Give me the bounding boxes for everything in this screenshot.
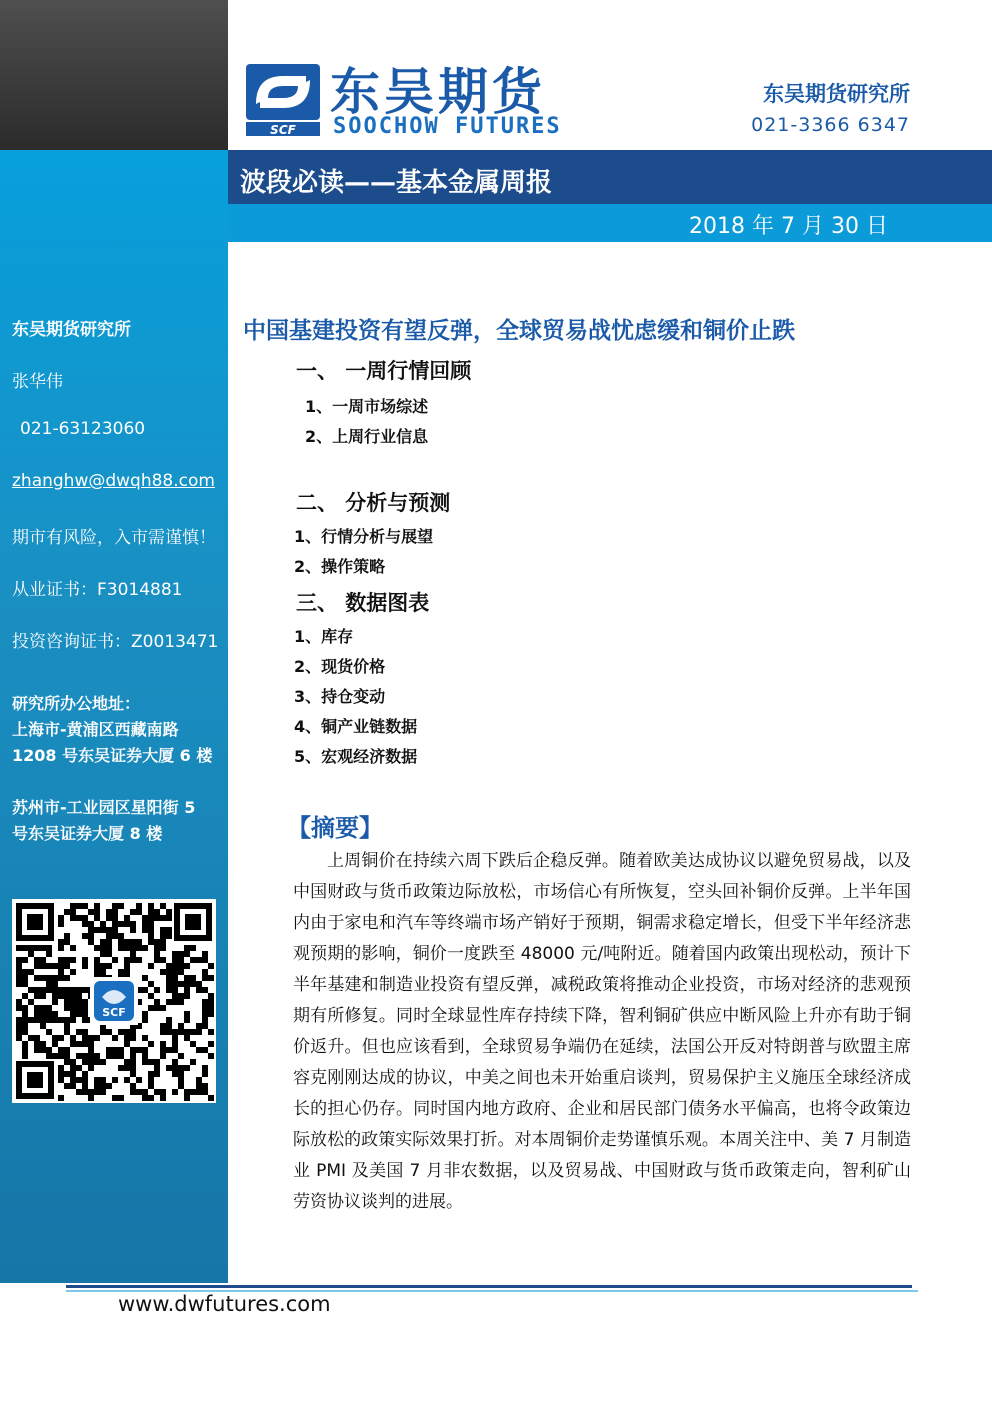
logo-badge-text: SCF (270, 123, 296, 136)
toc-item: 5、宏观经济数据 (294, 747, 418, 766)
report-date: 2018 年 7 月 30 日 (689, 214, 888, 239)
toc-item: 2、现货价格 (294, 657, 386, 676)
address-suzhou-line1: 苏州市-工业园区星阳街 5 (12, 798, 196, 817)
report-title-band (228, 150, 992, 204)
analyst-phone: 021-63123060 (20, 419, 146, 439)
report-date-band (228, 204, 992, 242)
toc-item: 3、持仓变动 (294, 687, 386, 706)
toc-item: 1、行情分析与展望 (294, 527, 434, 546)
advisory-license-number: 投资咨询证书：Z0013471 (12, 632, 219, 652)
analyst-name: 张华伟 (12, 372, 63, 392)
footer-website-link[interactable]: www.dwfutures.com (118, 1292, 331, 1316)
toc-section-1: 一、 一周行情回顾 (296, 359, 472, 383)
toc-item: 4、铜产业链数据 (294, 717, 418, 736)
license-number: 从业证书：F3014881 (12, 580, 183, 600)
address-label: 研究所办公地址： (12, 694, 141, 713)
risk-notice: 期市有风险，入市需谨慎！ (12, 528, 216, 548)
header-institute: 东吴期货研究所 (763, 82, 910, 106)
company-logo (246, 64, 320, 136)
address-suzhou-line2: 号东吴证券大厦 8 楼 (12, 824, 163, 843)
qr-code (12, 899, 216, 1103)
report-headline: 中国基建投资有望反弹，全球贸易战忧虑缓和铜价止跌 (243, 318, 795, 344)
toc-item: 2、操作策略 (294, 557, 386, 576)
toc-item: 2、上周行业信息 (305, 427, 429, 446)
qr-logo-badge: SCF (102, 1006, 126, 1019)
toc-item: 1、一周市场综述 (305, 397, 429, 416)
address-shanghai-line2: 1208 号东吴证券大厦 6 楼 (12, 746, 213, 765)
logo-chinese-name: 东吴期货 (330, 63, 546, 121)
footer-divider (66, 1285, 912, 1288)
abstract-heading: 【摘要】 (287, 814, 383, 842)
toc-section-2: 二、 分析与预测 (296, 491, 451, 515)
sidebar (0, 0, 228, 1283)
header-phone: 021-3366 6347 (751, 114, 910, 136)
abstract-body: 上周铜价在持续六周下跌后企稳反弹。随着欧美达成协议以避免贸易战，以及中国财政与货币政策边际放松，市场信心有所恢复，空头回补铜价反弹。上半年国内由于家电和汽车等终端市场产销好于预期，铜需求稳定增长，但受下半年经济悲观预期的影响，铜价一度跌至 48000 元/吨附近。随着国内政策出现松动，预计下半年基建和制造业投资有望反弹，减税政策将推动企业投资，市场对经济的悲观预期有所修复。同时全球显性库存持续下降，智利铜矿供应中断风险上升亦有助于铜价返升。但也应该看到，全球贸易争端仍在延续，法国公开反对特朗普与欧盟主席容克刚刚达成的协议，中美之间也未开始重启谈判，贸易保护主义施压全球经济成长的担心仍存。同时国内地方政府、企业和居民部门债务水平偏高，也将令政策边际放松的政策实际效果打折。对本周铜价走势谨慎乐观。本周关注中、美 7 月制造业 PMI 及美国 7 月非农数据，以及贸易战、中国财政与货币政策走向，智利矿山劳资协议谈判的进展。 (293, 851, 911, 1212)
toc-section-3: 三、 数据图表 (296, 591, 430, 615)
report-series-title: 波段必读——基本金属周报 (240, 168, 553, 198)
analyst-email-link[interactable]: zhanghw@dwqh88.com (12, 471, 215, 491)
address-shanghai-line1: 上海市-黄浦区西藏南路 (12, 720, 179, 739)
toc-item: 1、库存 (294, 627, 354, 646)
sidebar-institute: 东吴期货研究所 (12, 320, 131, 340)
logo-english-name: SOOCHOW FUTURES (333, 114, 562, 139)
